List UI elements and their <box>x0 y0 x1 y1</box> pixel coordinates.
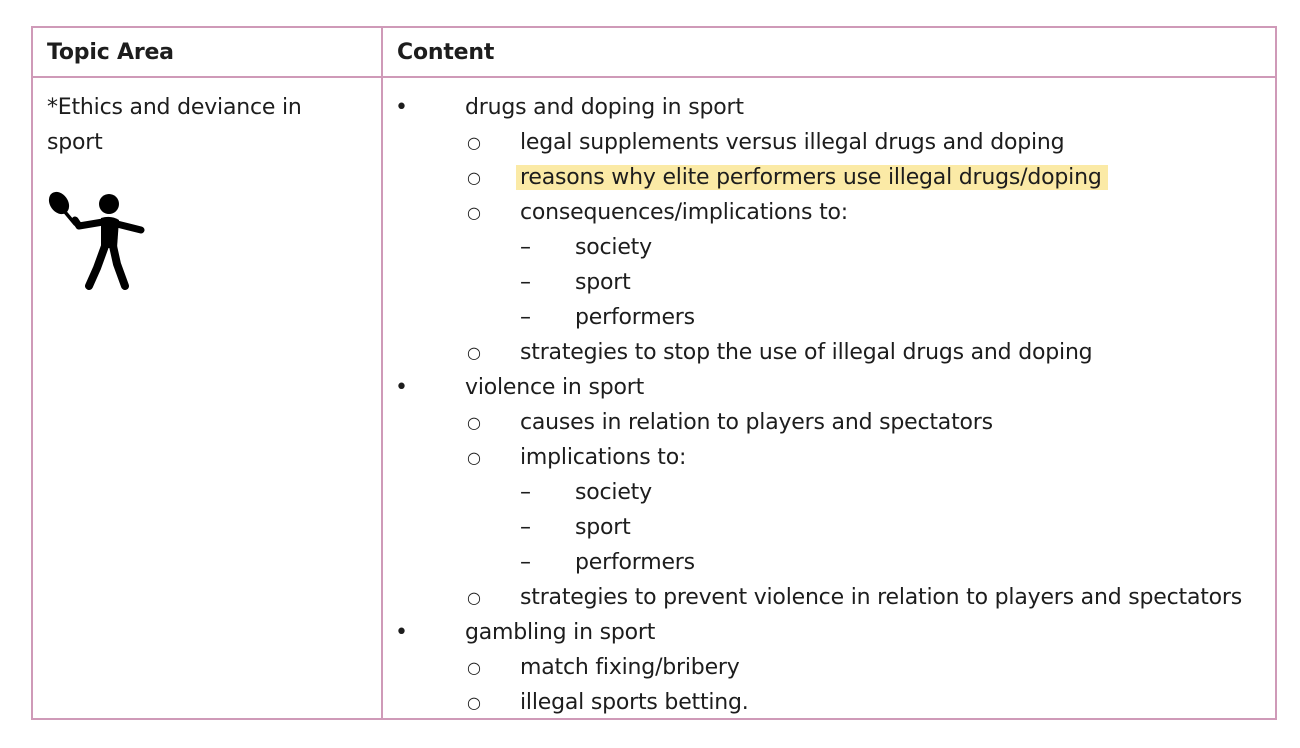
circle-bullet-icon: ○ <box>467 133 481 152</box>
list-item-text: strategies to stop the use of illegal drugs and doping <box>520 340 1093 365</box>
list-item-text: sport <box>575 515 631 540</box>
bullet-icon: • <box>395 375 408 400</box>
bullet-icon: • <box>395 95 408 120</box>
list-item-text: society <box>575 480 652 505</box>
list-item-text: illegal sports betting. <box>520 690 749 715</box>
bullet-icon: • <box>395 620 408 645</box>
list-item-text: causes in relation to players and spectators <box>520 410 993 435</box>
list-item-text: strategies to prevent violence in relation to players and spectators <box>520 585 1243 610</box>
circle-bullet-icon: ○ <box>467 658 481 677</box>
list-item-text: sport <box>575 270 631 295</box>
dash-bullet-icon: – <box>520 235 531 260</box>
list-item-text: legal supplements versus illegal drugs and doping <box>520 130 1065 155</box>
column-divider <box>381 28 383 718</box>
list-item-text: consequences/implications to: <box>520 200 848 225</box>
list-item-text: society <box>575 235 652 260</box>
specification-table <box>31 26 1277 720</box>
tennis-player-icon <box>45 190 155 290</box>
list-item-text: performers <box>575 550 695 575</box>
circle-bullet-icon: ○ <box>467 588 481 607</box>
circle-bullet-icon: ○ <box>467 413 481 432</box>
dash-bullet-icon: – <box>520 515 531 540</box>
dash-bullet-icon: – <box>520 270 531 295</box>
header-topic-area: Topic Area <box>47 40 174 65</box>
circle-bullet-icon: ○ <box>467 168 481 187</box>
list-item-text: implications to: <box>520 445 687 470</box>
circle-bullet-icon: ○ <box>467 448 481 467</box>
circle-bullet-icon: ○ <box>467 203 481 222</box>
highlighted-item-text: reasons why elite performers use illegal drugs/doping <box>516 165 1108 190</box>
circle-bullet-icon: ○ <box>467 343 481 362</box>
topic-area-text: *Ethics and deviance in sport <box>47 95 302 155</box>
header-divider <box>33 76 1275 78</box>
list-item-text: gambling in sport <box>465 620 656 645</box>
dash-bullet-icon: – <box>520 305 531 330</box>
dash-bullet-icon: – <box>520 550 531 575</box>
circle-bullet-icon: ○ <box>467 693 481 712</box>
header-content: Content <box>397 40 495 65</box>
list-item-text: performers <box>575 305 695 330</box>
list-item-text: match fixing/bribery <box>520 655 740 680</box>
list-item-text: drugs and doping in sport <box>465 95 744 120</box>
dash-bullet-icon: – <box>520 480 531 505</box>
list-item-text: violence in sport <box>465 375 645 400</box>
